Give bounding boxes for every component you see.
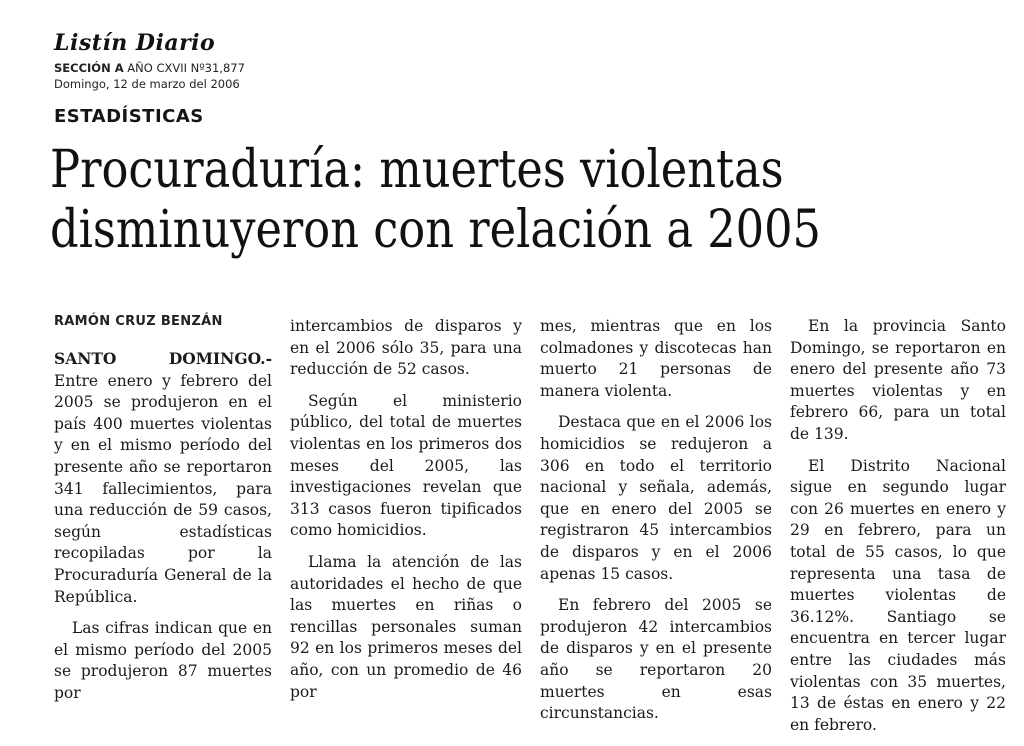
byline: RAMÓN CRUZ BENZÁN [54,314,223,329]
article-paragraph: En febrero del 2005 se produjeron 42 intercambios de disparos y en el presente año se reportaron 20 muertes en esas circunstancias. [540,596,772,723]
publication-date: Domingo, 12 de marzo del 2006 [54,77,240,91]
article-paragraph: El Distrito Nacional sigue en segundo lugar con 26 muertes en enero y 29 en febrero, para un total de 55 casos, lo que representa una tasa de muertes violentas de 36.12%. Santiago se encuentra en tercer lugar entre las ciudades más violentas con 35 muertes, 13 de éstas en enero y 22 en febrero. [790,456,1006,734]
headline [50,140,876,260]
article-paragraph: En la provincia Santo Domingo, se reportaron en enero del presente año 73 muertes violentas y en febrero 66, para un total de 139. [790,317,1006,443]
article-paragraph: SANTO DOMINGO.- Entre enero y febrero del 2005 se produjeron en el país 400 muertes violentas y en el mismo período del presente año se reportaron 341 fallecimientos, para una reducción de 59 casos, según estadísticas recopiladas por la Procuraduría General de la República. [54,349,272,606]
section-label: ESTADÍSTICAS [54,106,204,127]
article-column-2 [290,316,522,713]
article-column-4 [790,316,1006,746]
article-column-1 [54,348,272,715]
headline-line-1: Procuraduría: muertes violentas [50,140,784,200]
section-name: SECCIÓN A [54,61,124,75]
article-column-3 [540,316,772,735]
article-paragraph: Destaca que en el 2006 los homicidios se redujeron a 306 en todo el territorio nacional y señala, además, que en enero del 2005 se registraron 45 intercambios de disparos y en el 2006 apenas 15 casos. [540,413,772,583]
dateline: SANTO DOMINGO.- [54,349,272,368]
issue-info [54,61,245,75]
article-paragraph: Las cifras indican que en el mismo período del 2005 se produjeron 87 muertes por [54,619,272,702]
article-paragraph: mes, mientras que en los colmadones y discotecas han muerto 21 personas de manera violenta. [540,317,772,400]
issue-number: AÑO CXVII Nº31,877 [127,61,245,75]
headline-line-2: disminuyeron con relación a 2005 [50,200,822,260]
article-paragraph: Llama la atención de las autoridades el hecho de que las muertes en riñas o rencillas personales suman 92 en los primeros meses del año, con un promedio de 46 por [290,552,522,701]
article-paragraph: intercambios de disparos y en el 2006 sólo 35, para una reducción de 52 casos. [290,317,522,379]
newspaper-logo: Listín Diario [54,30,216,56]
article-paragraph: Según el ministerio público, del total de muertes violentas en los primeros dos meses del 2005, las investigaciones revelan que 313 casos fueron tipificados como homicidios. [290,391,522,540]
